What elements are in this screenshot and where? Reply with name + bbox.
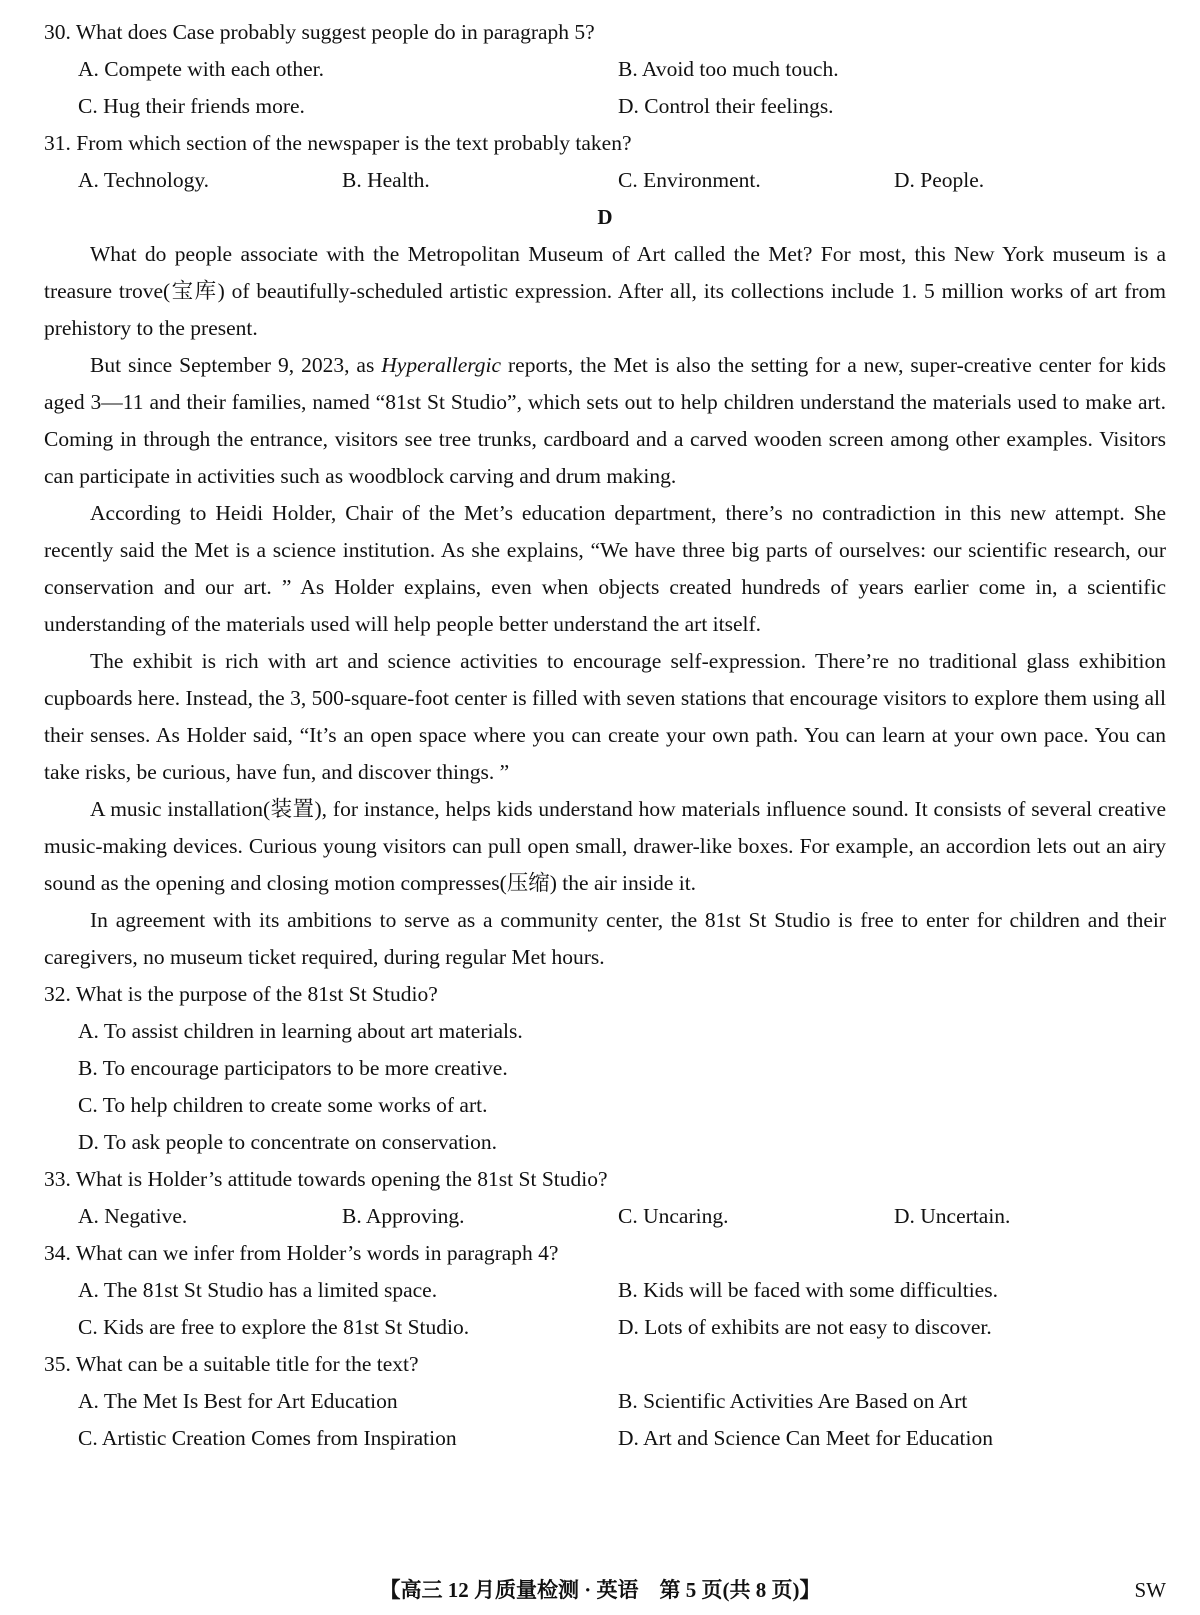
option-30-c: C. Hug their friends more. xyxy=(78,94,305,118)
question-31-options xyxy=(44,162,1166,199)
passage-paragraph-4: The exhibit is rich with art and science activities to encourage self-expression. There’re no traditional glass exhibition cupboards here. Instead, the 3, 500-square-foot center is filled with seven stations that encourage visitors to explore them using all their senses. As Holder said, “It’s an open space where you can create your own path. You can learn at your own pace. You can take risks, be curious, have fun, and discover things. ” xyxy=(44,649,1166,784)
passage-paragraph-5: A music installation(装置), for instance, helps kids understand how materials influence sound. It consists of several creative music-making devices. Curious young visitors can pull open small, drawer-like boxes. For example, an accordion lets out an airy sound as the opening and closing motion compresses(压缩) the air inside it. xyxy=(44,797,1166,895)
option-35-c: C. Artistic Creation Comes from Inspiration xyxy=(78,1426,457,1450)
section-title: D xyxy=(597,205,613,229)
question-35: 35. What can be a suitable title for the text? xyxy=(44,1352,419,1376)
option-31-c: C. Environment. xyxy=(618,168,761,192)
question-32: 32. What is the purpose of the 81st St Studio? xyxy=(44,982,438,1006)
option-32-b: B. To encourage participators to be more creative. xyxy=(78,1056,508,1080)
footer-code: SW xyxy=(1134,1578,1166,1602)
option-34-d: D. Lots of exhibits are not easy to discover. xyxy=(618,1315,992,1339)
option-32-c: C. To help children to create some works of art. xyxy=(78,1093,488,1117)
passage-paragraph-2-rest: reports, the Met is also the setting for a new, super-creative center for kids aged 3—11 and their families, named “81st St Studio”, which sets out to help children understand the materials used to make art. Coming in through the entrance, visitors see tree trunks, cardboard and a carved wooden screen among other examples. Visitors can participate in activities such as woodblock carving and drum making. xyxy=(44,353,1167,488)
publication-name: Hyperallergic xyxy=(381,353,502,377)
option-31-b: B. Health. xyxy=(342,168,430,192)
passage-paragraph-2 xyxy=(44,347,1166,495)
option-33-b: B. Approving. xyxy=(342,1204,465,1228)
option-30-a: A. Compete with each other. xyxy=(78,57,324,81)
question-30: 30. What does Case probably suggest people do in paragraph 5? xyxy=(44,20,595,44)
option-33-a: A. Negative. xyxy=(78,1204,188,1228)
footer-page-info: 【高三 12 月质量检测 · 英语 第 5 页(共 8 页)】 xyxy=(379,1578,821,1602)
option-33-d: D. Uncertain. xyxy=(894,1204,1011,1228)
option-31-a: A. Technology. xyxy=(78,168,210,192)
passage-paragraph-6: In agreement with its ambitions to serve as a community center, the 81st St Studio is free to enter for children and their caregivers, no museum ticket required, during regular Met hours. xyxy=(44,908,1166,969)
question-34: 34. What can we infer from Holder’s words in paragraph 4? xyxy=(44,1241,559,1265)
page-footer xyxy=(0,1572,1200,1608)
question-35-options-row-2 xyxy=(44,1420,1166,1457)
option-35-a: A. The Met Is Best for Art Education xyxy=(78,1389,398,1413)
question-31: 31. From which section of the newspaper is the text probably taken? xyxy=(44,131,632,155)
option-33-c: C. Uncaring. xyxy=(618,1204,729,1228)
question-35-options-row-1 xyxy=(44,1383,1166,1420)
option-30-d: D. Control their feelings. xyxy=(618,94,834,118)
passage-paragraph-3: According to Heidi Holder, Chair of the Met’s education department, there’s no contradiction in this new attempt. She recently said the Met is a science institution. As she explains, “We have three big parts of ourselves: our scientific research, our conservation and our art. ” As Holder explains, even when objects created hundreds of years earlier come in, a scientific understanding of the materials used will help people better understand the art itself. xyxy=(44,501,1166,636)
question-33-options xyxy=(44,1198,1166,1235)
passage-paragraph-1: What do people associate with the Metropolitan Museum of Art called the Met? For most, this New York museum is a treasure trove(宝库) of beautifully-scheduled artistic expression. After all, its collections include 1. 5 million works of art from prehistory to the present. xyxy=(44,242,1166,340)
option-35-b: B. Scientific Activities Are Based on Art xyxy=(618,1389,968,1413)
option-35-d: D. Art and Science Can Meet for Education xyxy=(618,1426,993,1450)
passage-paragraph-2-start: But since September 9, 2023, as xyxy=(90,353,382,377)
exam-page xyxy=(44,14,1166,1457)
option-30-b: B. Avoid too much touch. xyxy=(618,57,839,81)
question-30-options-row-2 xyxy=(44,88,1166,125)
option-34-c: C. Kids are free to explore the 81st St Studio. xyxy=(78,1315,470,1339)
option-34-a: A. The 81st St Studio has a limited space. xyxy=(78,1278,438,1302)
option-32-d: D. To ask people to concentrate on conservation. xyxy=(78,1130,498,1154)
question-34-options-row-1 xyxy=(44,1272,1166,1309)
option-31-d: D. People. xyxy=(894,168,985,192)
question-33: 33. What is Holder’s attitude towards opening the 81st St Studio? xyxy=(44,1167,608,1191)
question-30-options-row-1 xyxy=(44,51,1166,88)
option-34-b: B. Kids will be faced with some difficulties. xyxy=(618,1278,998,1302)
question-34-options-row-2 xyxy=(44,1309,1166,1346)
option-32-a: A. To assist children in learning about art materials. xyxy=(78,1019,523,1043)
